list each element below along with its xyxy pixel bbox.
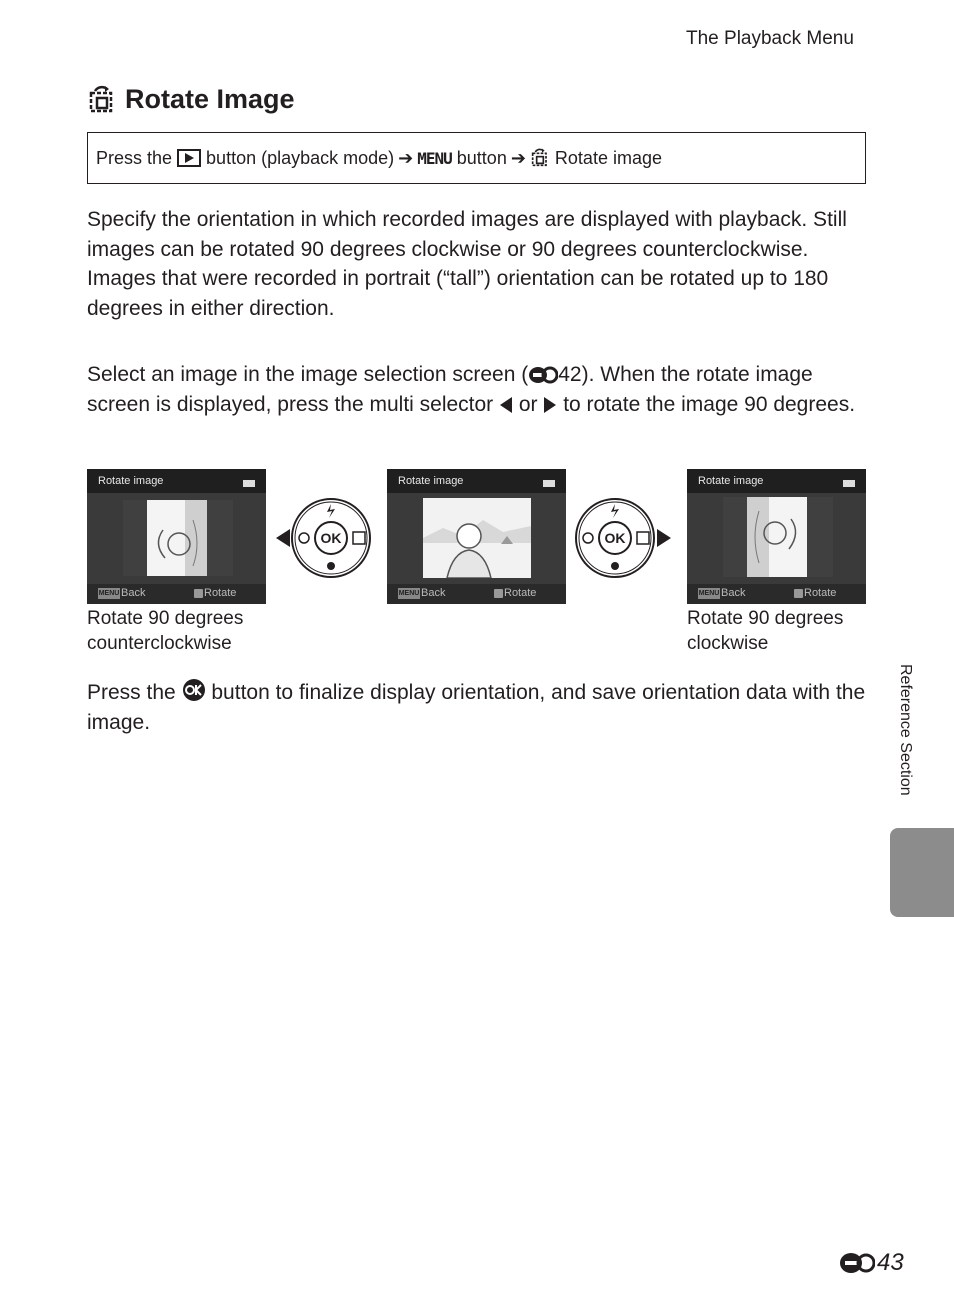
photo-thumbnail [423,498,531,578]
path-button-playback: button (playback mode) [206,147,395,168]
menu-badge: MENU [698,590,720,597]
instruction-text-b: ). When the rotate image screen is displayed, press the multi selector [87,363,813,416]
battery-icon [243,480,255,487]
screen-header-label: Rotate image [398,475,464,487]
back-label: Back [121,587,146,599]
right-arrow-icon [543,396,557,414]
rotate-control-icon [194,589,203,598]
instruction-paragraph [87,360,867,419]
left-arrow-icon [499,396,513,414]
path-rotate-image: Rotate image [554,147,662,168]
page-title: Rotate Image [125,84,295,114]
right-press-arrow-icon [657,529,671,547]
caption-clockwise: Rotate 90 degrees clockwise [687,608,844,654]
rotate-control-icon [794,589,803,598]
side-tab [890,828,954,917]
menu-badge: MENU [398,590,420,597]
menu-path-box [87,132,866,184]
intro-paragraph: Specify the orientation in which recorded images are displayed with playback. Still images can be rotated 90 degrees clockwise or 90 degrees counterclockwise. Images that were recorded in portrait (“tall”) orientation can be rotated up to 180 degrees in either direction. [87,208,847,320]
instruction-text-a: Select an image in the image selection screen ( [87,363,529,386]
multi-selector-right-dial [573,496,673,580]
photo-thumbnail [123,500,233,576]
rotate-label: Rotate [504,587,537,599]
menu-button-label: MENU [417,148,452,168]
battery-icon [543,480,555,487]
rotate-image-icon [87,85,117,115]
side-tab-label: Reference Section [897,664,914,796]
path-press-the: Press the [96,147,173,168]
e-section-ref-icon [528,366,558,384]
screen-original [387,469,566,604]
rotate-label: Rotate [204,587,237,599]
instruction-or: or [513,392,544,416]
rotate-image-small-icon [530,148,550,168]
macro-icon [611,562,619,570]
battery-icon [843,480,855,487]
path-arrow-2: ➔ [510,147,526,168]
caption-counterclockwise: Rotate 90 degrees counterclockwise [87,608,244,654]
section-title [87,84,295,115]
path-button: button [456,147,507,168]
screen-rotated-cw [687,469,866,604]
back-label: Back [421,587,446,599]
macro-icon [327,562,335,570]
finalize-paragraph [87,678,867,737]
rotate-label: Rotate [804,587,837,599]
page-reference: 42 [558,363,582,386]
page-number [839,1249,904,1277]
ok-label: OK [604,530,626,546]
screen-rotated-ccw [87,469,266,604]
screen-header-label: Rotate image [698,475,764,487]
multi-selector-left-dial [274,496,374,580]
menu-badge: MENU [98,590,120,597]
back-label: Back [721,587,746,599]
finalize-text-a: Press the [87,681,182,704]
path-arrow-1: ➔ [398,147,414,168]
running-head: The Playback Menu [686,28,854,49]
instruction-text-c: to rotate the image 90 degrees. [557,392,856,416]
finalize-text-b: button to finalize display orientation, and save orientation data with the image. [87,681,866,734]
left-press-arrow-icon [276,529,290,547]
playback-button-icon [177,149,201,167]
screen-header-label: Rotate image [98,475,164,487]
rotate-control-icon [494,589,503,598]
e-section-icon [839,1251,875,1275]
ok-label: OK [320,530,342,546]
photo-thumbnail [723,497,833,577]
ok-button-icon [182,678,206,702]
page-number-value: 43 [877,1249,904,1276]
